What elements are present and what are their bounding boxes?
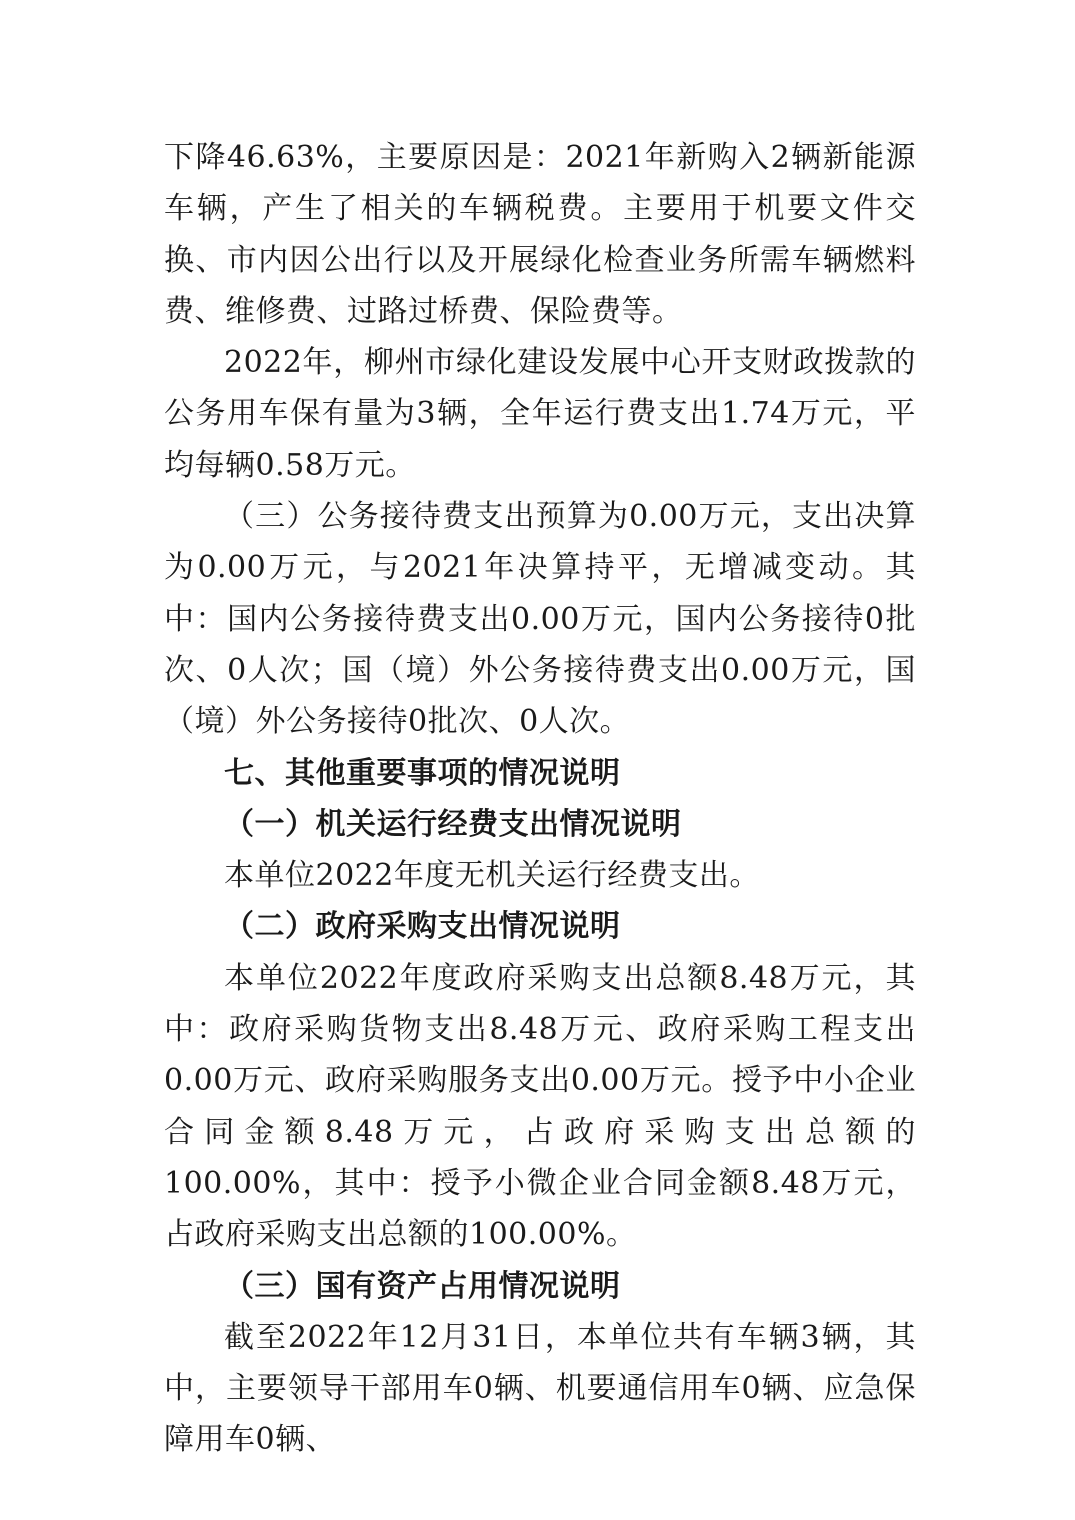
paragraph-reception-expense: （三）公务接待费支出预算为0.00万元，支出决算为0.00万元，与2021年决算持平，无增减变动。其中：国内公务接待费支出0.00万元，国内公务接待0批次、0人次；国（境）外公务接待费支出0.00万元，国（境）外公务接待0批次、0人次。 [164,499,916,740]
paragraph-state-assets: 截至2022年12月31日，本单位共有车辆3辆，其中，主要领导干部用车0辆、机要通信用车0辆、应急保障用车0辆、 [164,1319,916,1458]
paragraph-operating-expense: 本单位2022年度无机关运行经费支出。 [224,858,760,894]
paragraph-vehicle-count: 2022年，柳州市绿化建设发展中心开支财政拨款的公务用车保有量为3辆，全年运行费支出1.74万元，平均每辆0.58万元。 [164,345,916,483]
subheading-operating-expense: （一）机关运行经费支出情况说明 [224,806,682,842]
subheading-procurement: （二）政府采购支出情况说明 [224,909,621,945]
paragraph-procurement: 本单位2022年度政府采购支出总额8.48万元，其中：政府采购货物支出8.48万元、政府采购工程支出0.00万元、政府采购服务支出0.00万元。授予中小企业合同金额8.48万元，占政府采购支出总额的100.00%，其中：授予小微企业合同金额8.48万元，占政府采购支出总额的100.00%。 [164,960,916,1253]
subheading-state-assets: （三）国有资产占用情况说明 [224,1268,621,1304]
paragraph-vehicle-cost-decrease: 下降46.63%，主要原因是：2021年新购入2辆新能源车辆，产生了相关的车辆税费。主要用于机要文件交换、市内因公出行以及开展绿化检查业务所需车辆燃料费、维修费、过路过桥费、保险费等。 [164,140,916,329]
document-body [164,132,916,1466]
section-heading-other-matters: 七、其他重要事项的情况说明 [224,755,621,791]
